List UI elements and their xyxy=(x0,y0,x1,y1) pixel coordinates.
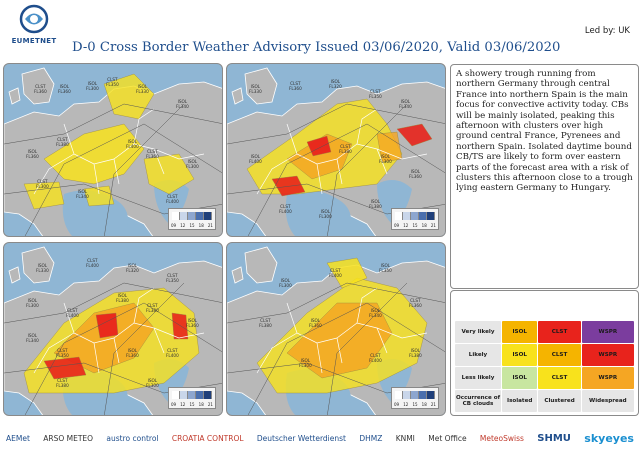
time-legend-tick: 09 xyxy=(171,402,177,407)
cb-area-label: ISOL FL300 xyxy=(299,358,312,368)
cb-area-label: CLST FL400 xyxy=(279,204,292,214)
eumetnet-logo xyxy=(4,4,64,54)
cb-area-label: ISOL FL340 xyxy=(26,333,39,343)
partner-logo: KNMI xyxy=(395,433,415,443)
time-legend-tick: 21 xyxy=(430,223,436,228)
cb-area-label: ISOL FL360 xyxy=(58,84,71,94)
time-legend-tick: 21 xyxy=(430,402,436,407)
occurrence-cell: Isolated xyxy=(502,390,537,412)
cb-area-label: ISOL FL360 xyxy=(126,348,139,358)
time-legend-tick: 12 xyxy=(180,402,186,407)
probability-cell: WSPR xyxy=(582,344,634,366)
land-area xyxy=(245,247,277,283)
time-legend xyxy=(391,387,439,409)
time-legend-tick: 12 xyxy=(403,402,409,407)
map-panel-4 xyxy=(226,242,446,416)
cb-area-label: CLST FL360 xyxy=(409,298,422,308)
probability-cell: WSPR xyxy=(582,321,634,343)
cb-area-label: CLST FL380 xyxy=(146,303,159,313)
cb-area-label: ISOL FL380 xyxy=(369,199,382,209)
time-legend-swatch xyxy=(196,212,204,220)
time-legend-swatch xyxy=(419,212,427,220)
org-name: EUMETNET xyxy=(11,37,57,45)
cb-area-label: ISOL FL400 xyxy=(249,154,262,164)
cb-area-label: CLST FL360 xyxy=(146,149,159,159)
time-legend xyxy=(168,387,216,409)
time-legend-tick: 15 xyxy=(412,223,418,228)
partner-logo: CROATIA CONTROL xyxy=(171,433,244,443)
time-legend-swatch xyxy=(172,212,180,220)
probability-cell: CLST xyxy=(538,367,580,389)
time-legend-swatch xyxy=(188,391,196,399)
time-legend-tick: 15 xyxy=(412,402,418,407)
cb-area-label: ISOL FL320 xyxy=(329,79,342,89)
probability-cell: WSPR xyxy=(582,367,634,389)
cb-area-label: CLST FL380 xyxy=(339,144,352,154)
cb-area-label: CLST FL380 xyxy=(56,378,69,388)
map-panel-3 xyxy=(3,242,223,416)
occurrence-cell: Clustered xyxy=(538,390,580,412)
probability-row-label: Likely xyxy=(455,344,501,366)
cb-area-label: ISOL FL300 xyxy=(146,378,159,388)
probability-cell: ISOL xyxy=(502,321,537,343)
probability-cell: CLST xyxy=(538,321,580,343)
time-legend-tick: 21 xyxy=(207,223,213,228)
probability-row xyxy=(455,367,634,389)
cb-area-label: CLST FL300 xyxy=(36,179,49,189)
cb-area-label: ISOL FL330 xyxy=(136,84,149,94)
cb-area-label: ISOL FL360 xyxy=(26,149,39,159)
probability-row xyxy=(455,344,634,366)
cb-area-label: CLST FL400 xyxy=(166,194,179,204)
probability-row-label: Less likely xyxy=(455,367,501,389)
land-area xyxy=(232,88,243,104)
probability-row-label: Very likely xyxy=(455,321,501,343)
partner-logo: SHMU xyxy=(537,432,571,444)
partner-logo: austro control xyxy=(106,433,159,443)
cb-area-label: ISOL FL340 xyxy=(369,308,382,318)
land-area xyxy=(9,88,20,104)
time-legend-swatch xyxy=(204,391,212,399)
page-title: D-0 Cross Border Weather Advisory Issued 03/06/2020, Valid 03/06/2020 xyxy=(72,40,561,55)
time-legend-tick: 18 xyxy=(421,223,427,228)
cb-area-label: CLST FL350 xyxy=(56,348,69,358)
time-legend xyxy=(168,208,216,230)
cb-area-label: CLST FL360 xyxy=(34,84,47,94)
cb-area-label: ISOL FL300 xyxy=(86,81,99,91)
probability-row xyxy=(455,321,634,343)
time-legend-tick: 18 xyxy=(198,223,204,228)
cb-area-label: ISOL FL300 xyxy=(319,209,332,219)
cb-area-label: ISOL FL300 xyxy=(379,154,392,164)
probability-legend xyxy=(450,290,639,416)
land-area xyxy=(9,267,20,283)
cb-area-label: ISOL FL340 xyxy=(176,99,189,109)
land-area xyxy=(232,267,243,283)
time-legend-swatch xyxy=(427,212,435,220)
forecast-text: A showery trough running from northern Germany through central France into northern Spain is the main focus for convective activity today. CBs will be mainly isolated, peaking this afternoon with clusters over high ground central France, Pyrenees and northern Spain. Isolated daytime bound CB/TS are likely to form over eastern parts of the forecast area with a risk of clusters this afternoon close to a trough lying eastern Germany to Hungary. xyxy=(456,69,633,194)
cb-area-label: CLST FL380 xyxy=(56,137,69,147)
cb-area-label: CLST FL400 xyxy=(86,258,99,268)
cb-area-label: CLST FL400 xyxy=(369,353,382,363)
cb-area-label: ISOL FL360 xyxy=(309,318,322,328)
probability-table xyxy=(454,320,635,413)
cb-area-label: ISOL FL300 xyxy=(26,298,39,308)
cb-area-label: CLST FL350 xyxy=(369,89,382,99)
time-legend-swatch xyxy=(403,391,411,399)
time-legend-swatch xyxy=(180,212,188,220)
time-legend-swatch xyxy=(419,391,427,399)
cb-area-label: ISOL FL330 xyxy=(36,263,49,273)
time-legend-swatch xyxy=(196,391,204,399)
cb-area-label: ISOL FL330 xyxy=(249,84,262,94)
time-legend-tick: 09 xyxy=(394,223,400,228)
time-legend-tick: 18 xyxy=(198,402,204,407)
map-panel-1 xyxy=(3,63,223,237)
cb-area-label: CLST FL380 xyxy=(259,318,272,328)
cb-area-label: ISOL FL360 xyxy=(186,318,199,328)
partner-logo: Deutscher Wetterdienst xyxy=(256,433,346,443)
cb-area-label: ISOL FL360 xyxy=(409,169,422,179)
time-legend-tick: 15 xyxy=(189,223,195,228)
time-legend xyxy=(391,208,439,230)
time-legend-tick: 15 xyxy=(189,402,195,407)
map-panel-2 xyxy=(226,63,446,237)
cb-area-label: ISOL FL350 xyxy=(379,263,392,273)
partner-logo: Met Office xyxy=(428,433,467,443)
partner-logo: skyeyes xyxy=(584,431,634,445)
cb-area-label: ISOL FL380 xyxy=(116,293,129,303)
probability-cell: ISOL xyxy=(502,367,537,389)
cb-area-label: ISOL FL400 xyxy=(126,139,139,149)
cb-area-label: ISOL FL340 xyxy=(76,189,89,199)
partner-logo: DHMZ xyxy=(359,433,383,443)
partner-logo: AEMet xyxy=(6,433,30,443)
time-legend-swatch xyxy=(411,212,419,220)
cb-area-label: CLST FL400 xyxy=(166,348,179,358)
time-legend-swatch xyxy=(180,391,188,399)
time-legend-tick: 09 xyxy=(171,223,177,228)
cb-area-label: ISOL FL340 xyxy=(399,99,412,109)
time-legend-swatch xyxy=(395,391,403,399)
time-legend-swatch xyxy=(427,391,435,399)
time-legend-tick: 21 xyxy=(207,402,213,407)
time-legend-tick: 12 xyxy=(403,223,409,228)
time-legend-tick: 18 xyxy=(421,402,427,407)
occurrence-row xyxy=(455,390,634,412)
cb-area-label: CLST FL350 xyxy=(106,77,119,87)
probability-cell: ISOL xyxy=(502,344,537,366)
time-legend-swatch xyxy=(411,391,419,399)
cb-area-label: ISOL FL300 xyxy=(279,278,292,288)
forecast-text-box xyxy=(450,64,639,289)
time-legend-swatch xyxy=(188,212,196,220)
cb-area-label: ISOL FL320 xyxy=(126,263,139,273)
cb-area-label: CLST FL400 xyxy=(66,308,79,318)
partner-logo: MeteoSwiss xyxy=(479,433,524,443)
occurrence-cell: Occurrence of CB clouds xyxy=(455,390,501,412)
time-legend-tick: 12 xyxy=(180,223,186,228)
partner-logos xyxy=(0,423,640,453)
time-legend-swatch xyxy=(403,212,411,220)
time-legend-swatch xyxy=(204,212,212,220)
eumetnet-swirl-icon xyxy=(19,4,49,34)
time-legend-swatch xyxy=(395,212,403,220)
cb-area-label: ISOL FL380 xyxy=(409,348,422,358)
cb-area-label: CLST FL360 xyxy=(289,81,302,91)
cb-area-label: CLST FL400 xyxy=(329,268,342,278)
cb-area-label: ISOL FL300 xyxy=(186,159,199,169)
led-by-label: Led by: UK xyxy=(584,26,630,36)
time-legend-tick: 09 xyxy=(394,402,400,407)
probability-cell: CLST xyxy=(538,344,580,366)
time-legend-swatch xyxy=(172,391,180,399)
partner-logo: ARSO METEO xyxy=(43,433,94,443)
occurrence-cell: Widespread xyxy=(582,390,634,412)
cb-area-label: CLST FL350 xyxy=(166,273,179,283)
